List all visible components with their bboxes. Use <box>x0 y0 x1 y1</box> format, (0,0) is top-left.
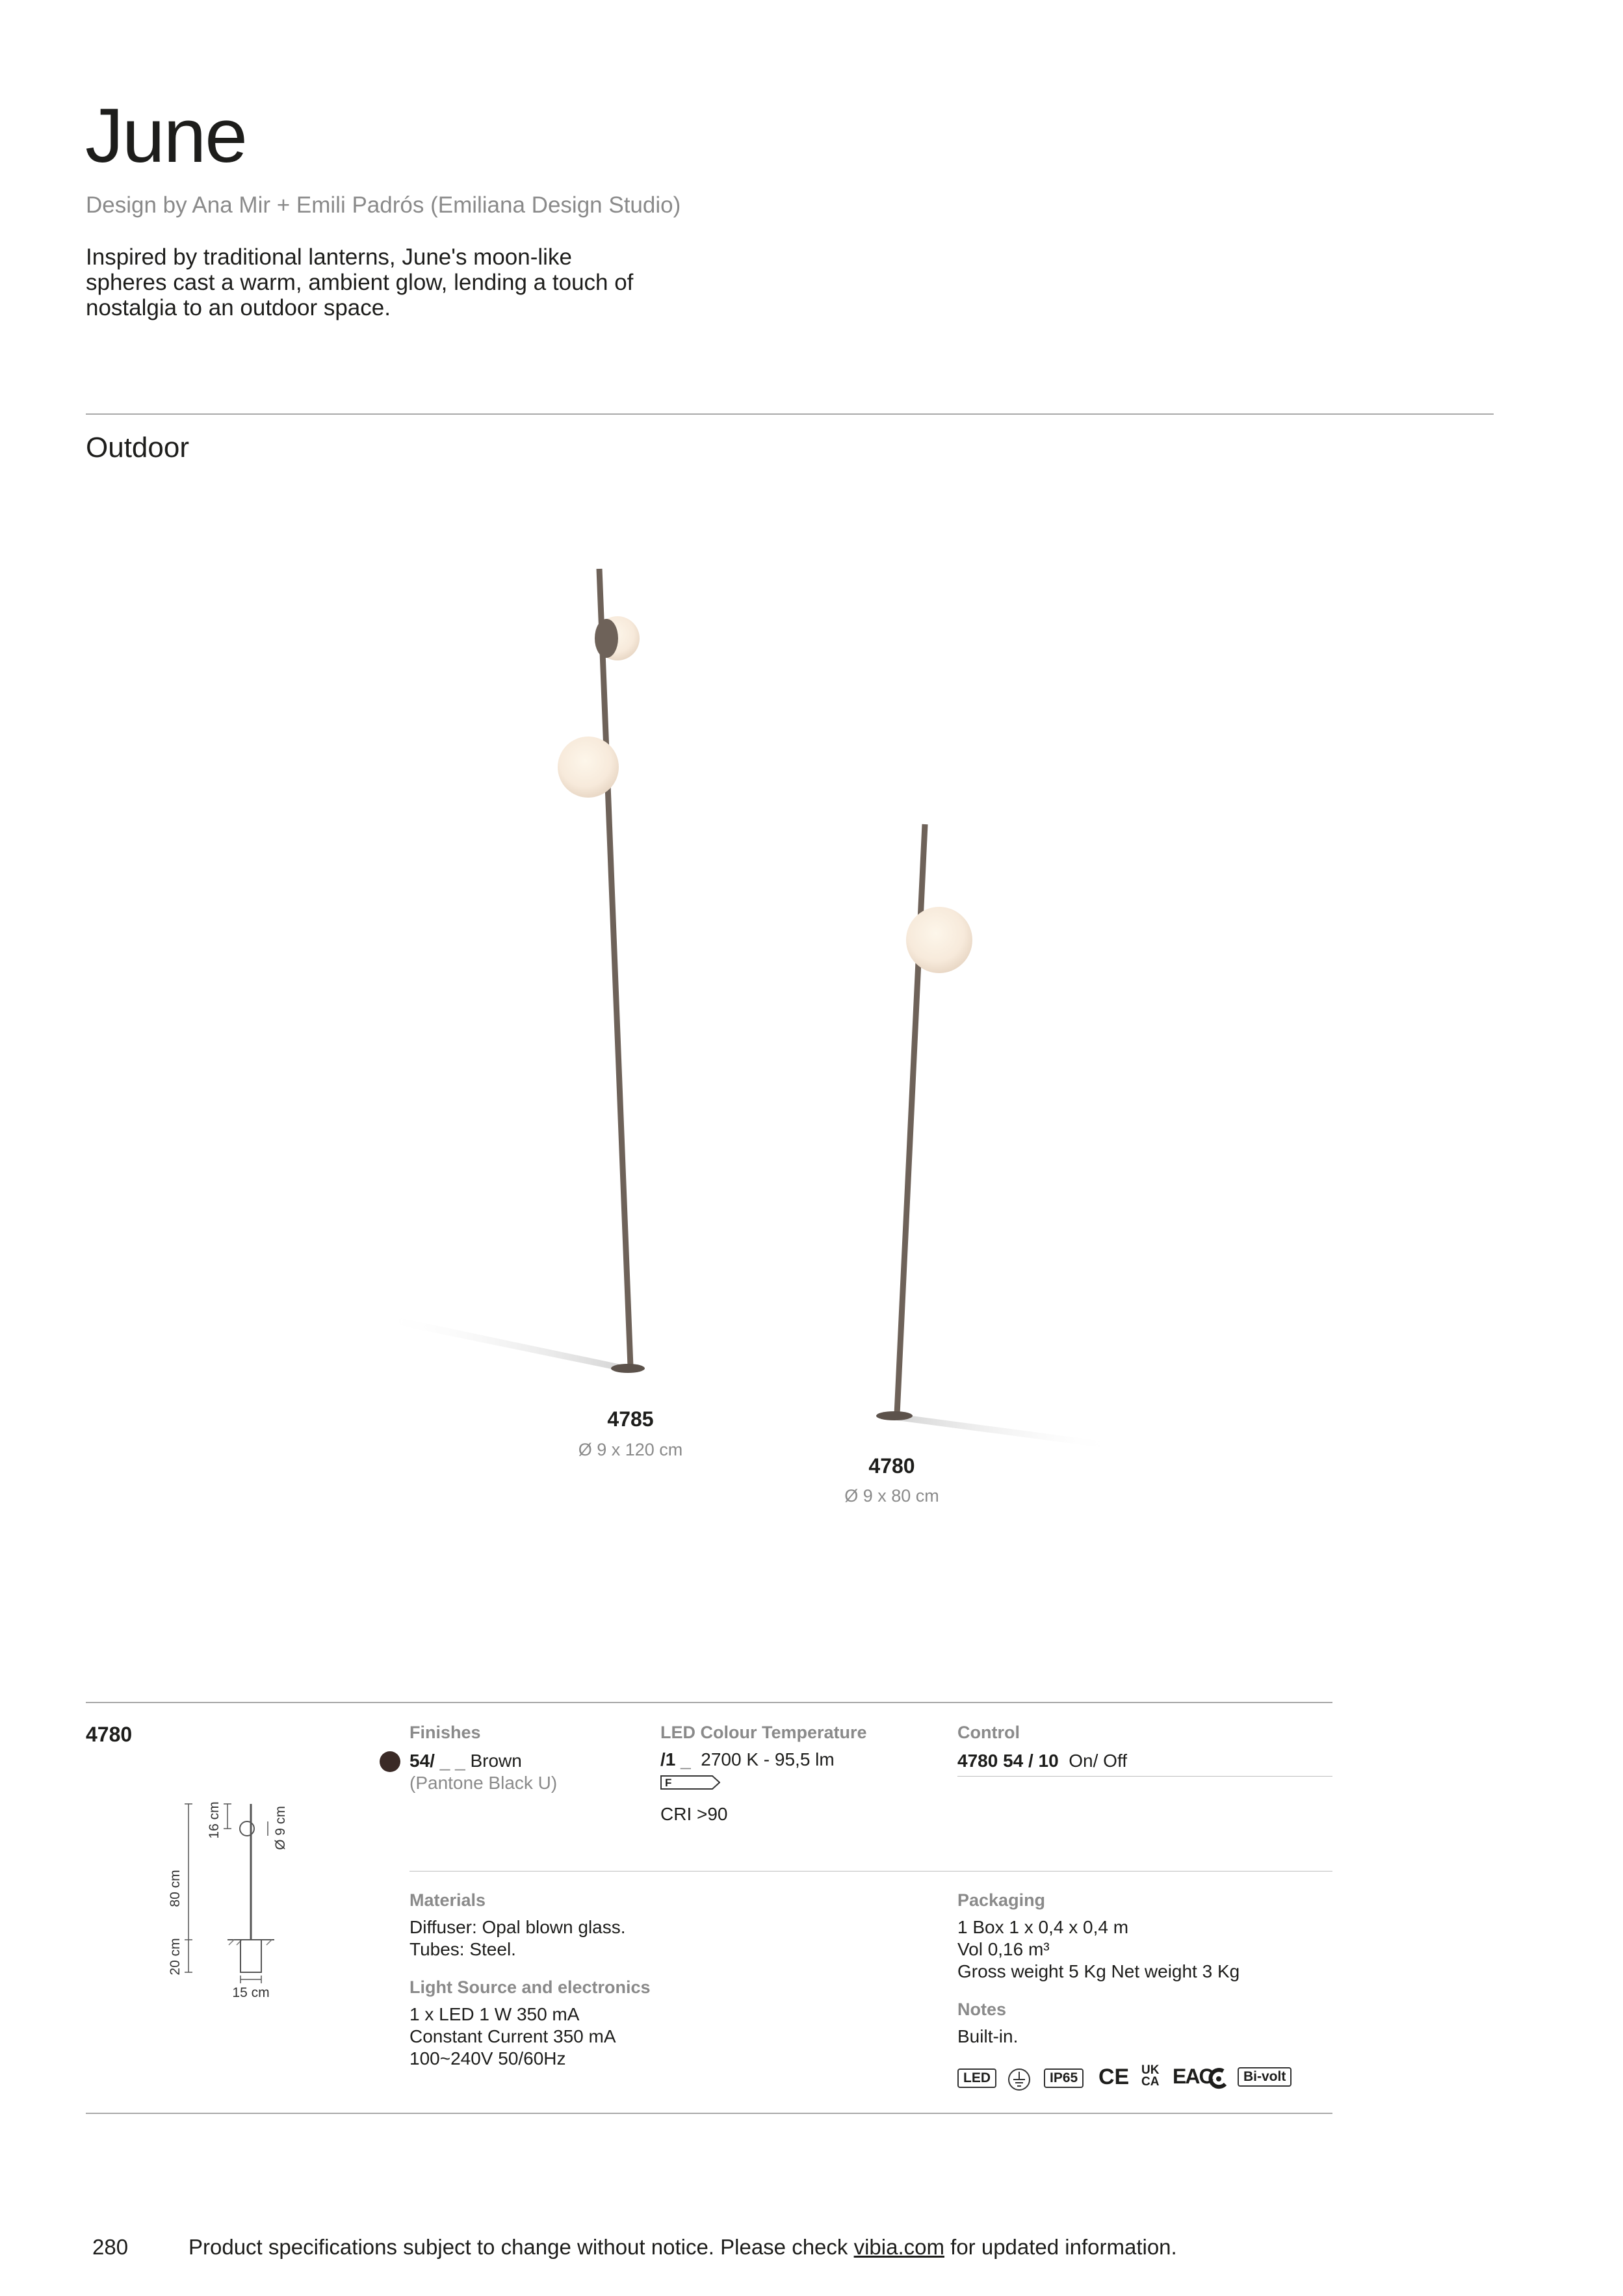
packaging-line-3: Gross weight 5 Kg Net weight 3 Kg <box>957 1961 1240 1981</box>
eac-mark-icon: EAC <box>1173 2065 1213 2088</box>
section-divider <box>86 413 1494 415</box>
product-illustration <box>325 546 1170 1456</box>
footer-text-before: Product specifications subject to change without notice. Please check <box>188 2235 848 2259</box>
dim-base-height: 20 cm <box>168 1938 183 1976</box>
vibia-link[interactable]: vibia.com <box>853 2235 944 2259</box>
packaging-line-1: 1 Box 1 x 0,4 x 0,4 m <box>957 1917 1129 1937</box>
spec-bottom-rule <box>86 2113 1332 2114</box>
footer-note <box>188 2235 1177 2260</box>
light-source-label: Light Source and electronics <box>409 1977 651 1997</box>
led-code: /1 <box>660 1749 676 1769</box>
control-value: On/ Off <box>1069 1751 1128 1771</box>
led-placeholder: _ <box>681 1749 691 1769</box>
light-source-line-1: 1 x LED 1 W 350 mA <box>409 2004 580 2024</box>
notes-value: Built-in. <box>957 2026 1019 2046</box>
led-badge: LED <box>957 2068 996 2088</box>
intro-text: Inspired by traditional lanterns, June's moon-like spheres cast a warm, ambient glow, lending a touch of nostalgia to an outdoor space. <box>86 244 634 320</box>
materials-line-1: Diffuser: Opal blown glass. <box>409 1917 626 1937</box>
product-code-4785: 4785 <box>607 1407 654 1431</box>
light-source-line-3: 100~240V 50/60Hz <box>409 2048 566 2068</box>
bi-volt-badge: Bi-volt <box>1238 2067 1292 2087</box>
recycling-mark-icon <box>1208 2067 1230 2091</box>
ukca-top: UK <box>1141 2063 1160 2077</box>
finish-option[interactable] <box>409 1750 522 1772</box>
lamp-4780-illustration <box>876 824 1118 1450</box>
section-title: Outdoor <box>86 432 189 463</box>
ground-icon <box>1007 2067 1032 2092</box>
footer-text-after: for updated information. <box>950 2235 1177 2259</box>
led-label: LED Colour Temperature <box>660 1723 867 1742</box>
finish-code: 54/ <box>409 1751 435 1771</box>
packaging-label: Packaging <box>957 1890 1046 1910</box>
designer-credit: Design by Ana Mir + Emili Padrós (Emiliana Design Studio) <box>86 192 681 218</box>
finish-pantone: (Pantone Black U) <box>409 1773 558 1793</box>
notes-label: Notes <box>957 2000 1007 2019</box>
product-code-4780: 4780 <box>868 1454 915 1478</box>
materials-label: Materials <box>409 1890 486 1910</box>
lamp-4785-illustration <box>377 569 645 1373</box>
spec-middle-rule <box>409 1871 1332 1872</box>
ukca-bottom: CA <box>1141 2075 1160 2089</box>
ce-mark-icon: CE <box>1098 2065 1130 2089</box>
finish-placeholder: _ _ <box>439 1751 465 1771</box>
control-code: 4780 54 / 10 <box>957 1751 1059 1771</box>
finishes-label: Finishes <box>409 1723 481 1742</box>
product-dims-4785: Ø 9 x 120 cm <box>578 1440 683 1459</box>
finish-swatch-brown[interactable] <box>380 1751 400 1772</box>
light-source-line-2: Constant Current 350 mA <box>409 2026 616 2046</box>
energy-class-letter: F <box>665 1777 672 1789</box>
led-option[interactable] <box>660 1749 835 1771</box>
led-value: 2700 K - 95,5 lm <box>701 1749 835 1769</box>
control-divider <box>957 1776 1332 1777</box>
control-label: Control <box>957 1723 1020 1742</box>
product-dims-4780: Ø 9 x 80 cm <box>844 1486 939 1506</box>
page-title: June <box>85 93 246 179</box>
page-number: 280 <box>92 2235 129 2259</box>
packaging-line-2: Vol 0,16 m³ <box>957 1939 1050 1959</box>
led-cri: CRI >90 <box>660 1804 728 1824</box>
ukca-mark-icon <box>1141 2065 1159 2088</box>
control-option[interactable] <box>957 1750 1127 1772</box>
energy-class-icon <box>660 1775 720 1790</box>
dim-total-height: 80 cm <box>168 1870 183 1907</box>
dim-top-height: 16 cm <box>207 1801 222 1839</box>
spec-product-code: 4780 <box>86 1723 133 1746</box>
dimension-diagram <box>156 1781 312 2002</box>
ip65-badge: IP65 <box>1044 2068 1084 2088</box>
spec-top-rule <box>86 1702 1332 1703</box>
dim-base-width: 15 cm <box>232 1985 270 2000</box>
materials-line-2: Tubes: Steel. <box>409 1939 516 1959</box>
finish-name: Brown <box>470 1751 522 1771</box>
dim-sphere-diameter: Ø 9 cm <box>273 1806 288 1850</box>
